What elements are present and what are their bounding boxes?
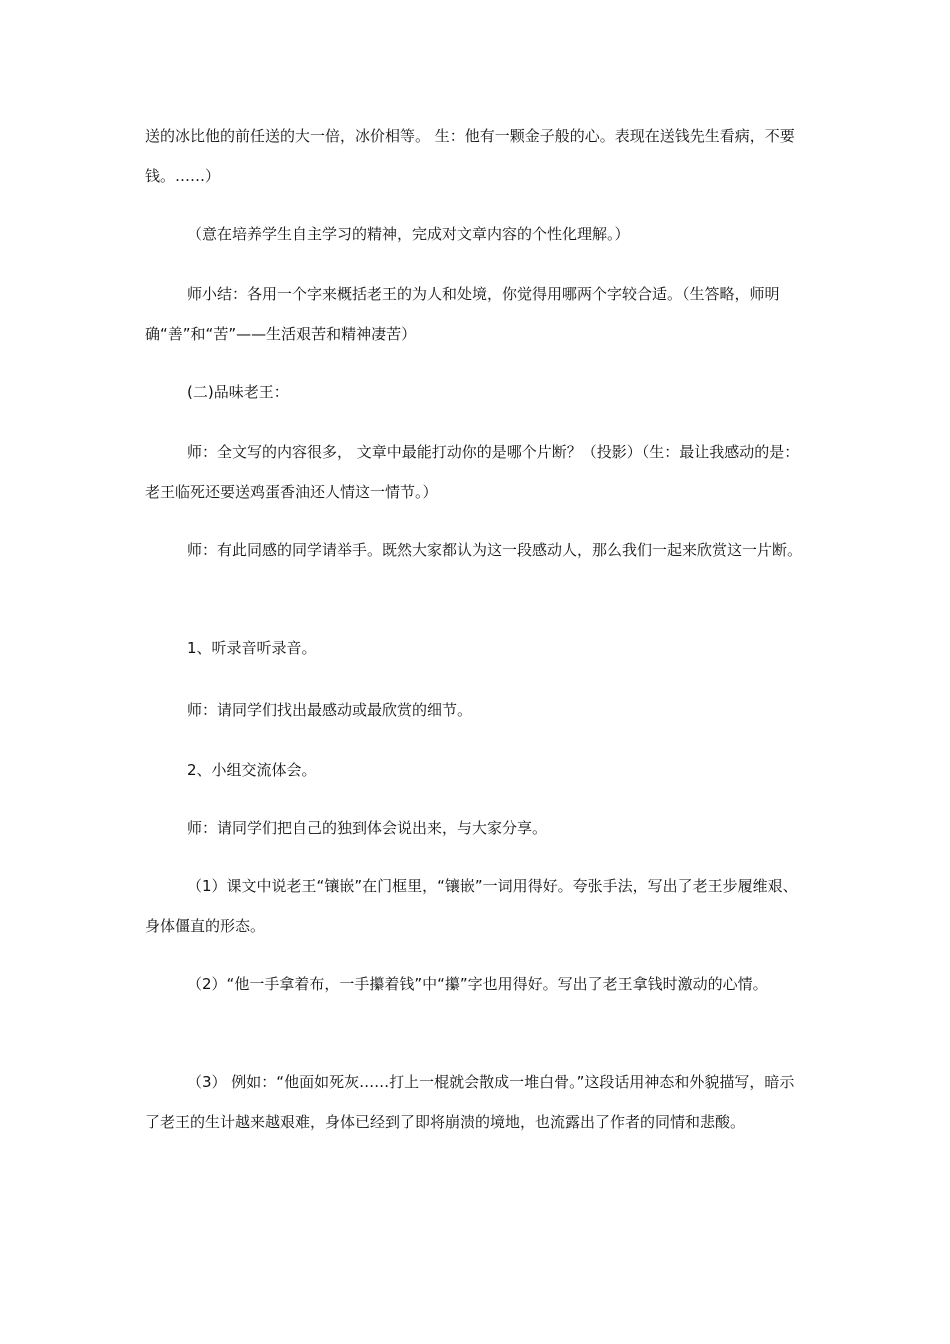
step-2-group-discussion: 2、小组交流体会。 [187, 761, 317, 779]
paragraph-most-moving-part: 师：全文写的内容很多， 文章中最能打动你的是哪个片断？（投影）（生：最让我感动的是：老王临死还要送鸡蛋香油还人情这一情节。） [145, 443, 800, 501]
paragraph-find-details: 师：请同学们找出最感动或最欣赏的细节。 [187, 701, 473, 719]
point-2-zuan: （2）“他一手拿着布，一手攥着钱”中“攥”字也用得好。写出了老王拿钱时激动的心情。 [187, 975, 768, 993]
point-1-xiangqian: （1）课文中说老王“镶嵌”在门框里，“镶嵌”一词用得好。夸张手法，写出了老王步履维艰、身体僵直的形态。 [145, 877, 798, 935]
step-1-listen-recording: 1、听录音听录音。 [187, 639, 317, 657]
paragraph-teacher-summary: 师小结：各用一个字来概括老王的为人和处境，你觉得用哪两个字较合适。（生答略，师明确“善”和“苦”——生活艰苦和精神凄苦） [145, 285, 780, 343]
section-heading-savor-laowang: (二)品味老王： [187, 383, 289, 401]
paragraph-ice-and-heart: 送的冰比他的前任送的大一倍，冰价相等。 生：他有一颗金子般的心。表现在送钱先生看病，不要钱。……） [145, 127, 795, 185]
paragraph-design-intent: （意在培养学生自主学习的精神，完成对文章内容的个性化理解。） [187, 225, 630, 243]
point-3-appearance: （3） 例如：“他面如死灰……打上一棍就会散成一堆白骨。”这段话用神态和外貌描写，暗示了老王的生计越来越艰难，身体已经到了即将崩溃的境地，也流露出了作者的同情和悲酸。 [145, 1073, 795, 1131]
paragraph-share-insights: 师：请同学们把自己的独到体会说出来，与大家分享。 [187, 819, 548, 837]
paragraph-raise-hands: 师：有此同感的同学请举手。既然大家都认为这一段感动人，那么我们一起来欣赏这一片断。 [187, 541, 803, 559]
